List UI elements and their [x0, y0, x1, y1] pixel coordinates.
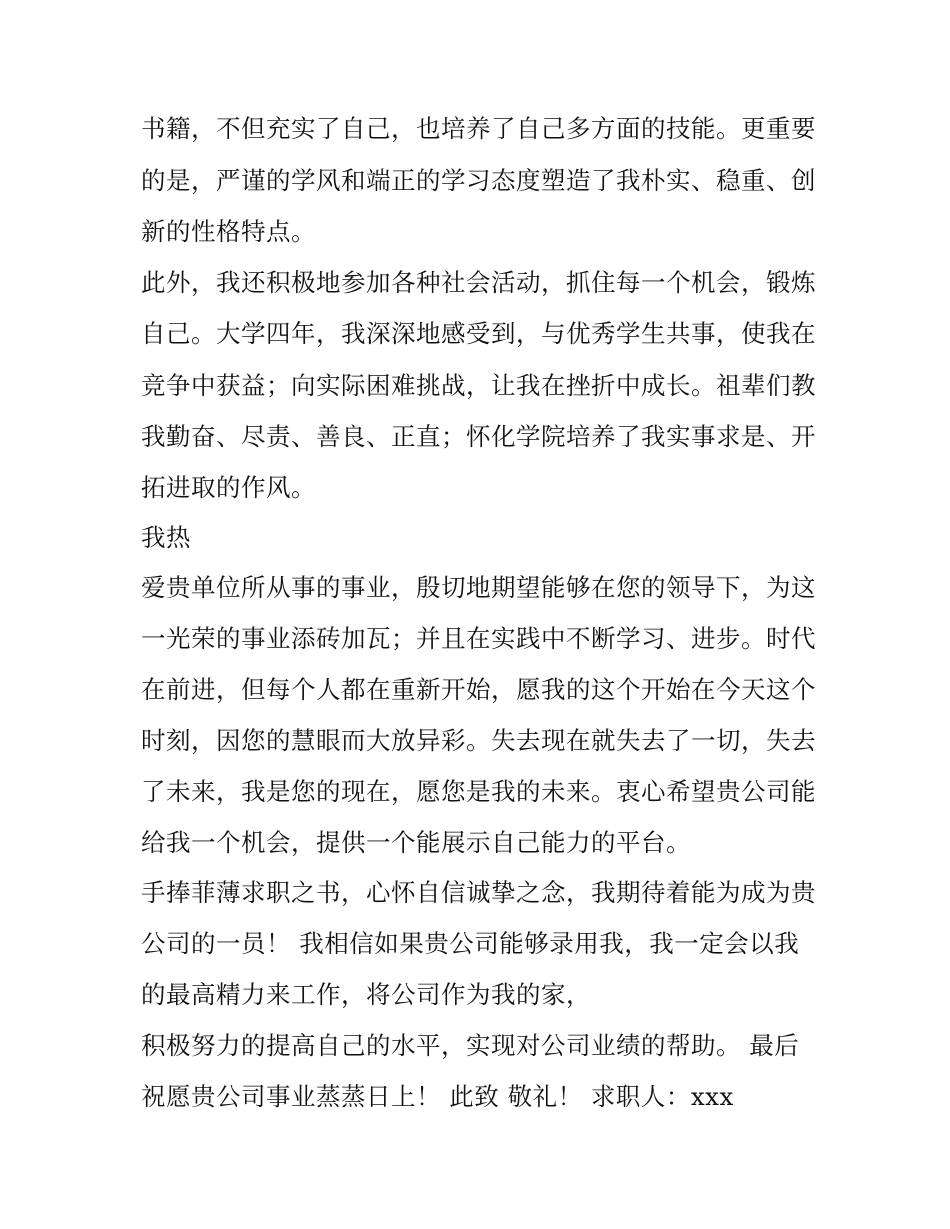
text-line: 书籍，不但充实了自己，也培养了自己多方面的技能。更重要 [141, 114, 816, 143]
text-line: 竞争中获益；向实际困难挑战，让我在挫折中成长。祖辈们教 [141, 371, 816, 400]
text-line: 的是，严谨的学风和端正的学习态度塑造了我朴实、稳重、创 [141, 166, 816, 195]
text-line: 爱贵单位所从事的事业，殷切地期望能够在您的领导下，为这 [141, 573, 816, 602]
text-line: 我勤奋、尽责、善良、正直；怀化学院培养了我实事求是、开 [141, 422, 816, 451]
text-line: 自己。大学四年，我深深地感受到，与优秀学生共事，使我在 [141, 319, 816, 348]
text-line: 一光荣的事业添砖加瓦；并且在实践中不断学习、进步。时代 [141, 624, 816, 653]
text-line: 拓进取的作风。 [141, 473, 316, 502]
text-line: 了未来，我是您的现在，愿您是我的未来。衷心希望贵公司能 [141, 777, 816, 806]
text-line: 在前进，但每个人都在重新开始，愿我的这个开始在今天这个 [141, 675, 816, 704]
text-line: 此外，我还积极地参加各种社会活动，抓住每一个机会，锻炼 [141, 268, 816, 297]
text-line: 公司的一员！ 我相信如果贵公司能够录用我，我一定会以我 [141, 929, 800, 958]
text-line: 给我一个机会，提供一个能展示自己能力的平台。 [141, 828, 691, 857]
text-line: 的最高精力来工作，将公司作为我的家， [141, 980, 591, 1009]
text-line: 新的性格特点。 [141, 217, 316, 246]
text-line: 时刻，因您的慧眼而大放异彩。失去现在就失去了一切，失去 [141, 726, 816, 755]
text-line: 积极努力的提高自己的水平，实现对公司业绩的帮助。 最后 [141, 1031, 800, 1060]
text-line: 我热 [141, 523, 191, 552]
text-line: 手捧菲薄求职之书，心怀自信诚挚之念，我期待着能为成为贵 [141, 878, 816, 907]
text-line: 祝愿贵公司事业蒸蒸日上！ 此致 敬礼！ 求职人：xxx [141, 1082, 734, 1111]
